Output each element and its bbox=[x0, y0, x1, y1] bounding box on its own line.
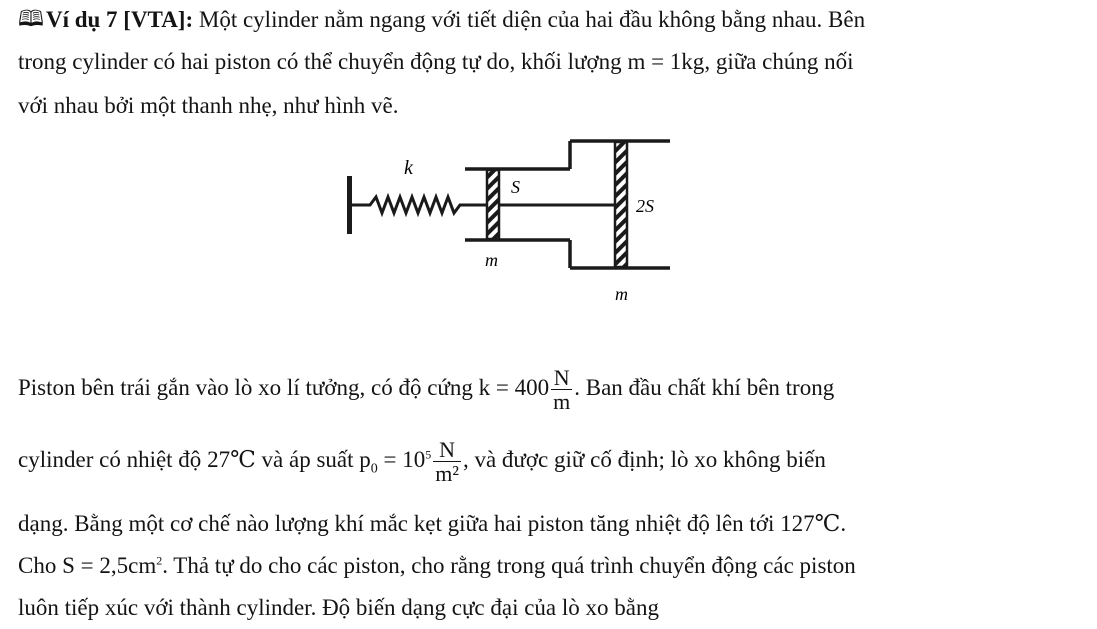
problem-line-8 bbox=[18, 594, 659, 622]
label-m-right: m bbox=[615, 284, 628, 303]
problem-text: . bbox=[840, 511, 847, 536]
area-value: $S = 2,5cm^2$ bbox=[62, 553, 163, 578]
problem-line-3 bbox=[18, 92, 398, 120]
initial-temperature: 27℃ bbox=[207, 446, 256, 472]
problem-text: , giữa chúng nối bbox=[704, 49, 854, 74]
problem-text: dạng. Bằng một cơ chế nào lượng khí mắc kẹt giữa hai piston tăng nhiệt độ lên tới bbox=[18, 511, 781, 536]
left-piston bbox=[487, 170, 499, 239]
problem-line-5 bbox=[18, 438, 826, 485]
stiffness-unit: $\frac{N}{m}$ bbox=[553, 365, 571, 415]
problem-line-4 bbox=[18, 366, 834, 413]
book-icon: 🕮 bbox=[18, 6, 44, 31]
problem-line-6 bbox=[18, 510, 846, 538]
pressure-unit: $\frac{N}{\text{m²}}$ bbox=[435, 437, 459, 487]
problem-heading: Ví dụ 7 [VTA]: bbox=[45, 7, 194, 32]
problem-text: cylinder có nhiệt độ bbox=[18, 446, 208, 472]
problem-text: , và được giữ cố định; lò xo không biến bbox=[462, 446, 826, 472]
stiffness-value: k = 400 bbox=[478, 374, 550, 400]
problem-text: Một cylinder nằm ngang với tiết diện của hai đầu không bằng nhau. Bên bbox=[193, 7, 866, 32]
problem-text: với nhau bởi một thanh nhẹ, như hình vẽ. bbox=[18, 93, 399, 118]
cylinder-diagram bbox=[330, 128, 690, 310]
pressure-value: $p_0 = 10^5$ bbox=[359, 446, 432, 477]
problem-text: . Ban đầu chất khí bên trong bbox=[574, 374, 835, 400]
spring bbox=[352, 197, 487, 213]
problem-line-1 bbox=[18, 6, 865, 34]
label-S: S bbox=[511, 177, 520, 197]
diagram-svg bbox=[330, 128, 690, 303]
mass-value: m = 1kg bbox=[627, 49, 705, 74]
label-k: k bbox=[404, 157, 413, 179]
problem-text: Piston bên trái gắn vào lò xo lí tưởng, có độ cứng bbox=[18, 374, 479, 400]
label-2S: 2S bbox=[636, 196, 654, 216]
problem-line-2 bbox=[18, 48, 853, 76]
final-temperature: 127℃ bbox=[780, 511, 841, 536]
problem-text: . Thả tự do cho các piston, cho rằng trong quá trình chuyển động các piston bbox=[162, 553, 856, 578]
label-m-left: m bbox=[485, 250, 498, 270]
wall bbox=[347, 176, 352, 234]
problem-text: và áp suất bbox=[255, 446, 360, 472]
problem-text: trong cylinder có hai piston có thể chuyển động tự do, khối lượng bbox=[18, 49, 628, 74]
problem-line-7 bbox=[18, 552, 856, 580]
right-piston bbox=[615, 142, 627, 267]
problem-text: Cho bbox=[18, 553, 63, 578]
problem-text: luôn tiếp xúc với thành cylinder. Độ biến dạng cực đại của lò xo bằng bbox=[18, 595, 659, 620]
